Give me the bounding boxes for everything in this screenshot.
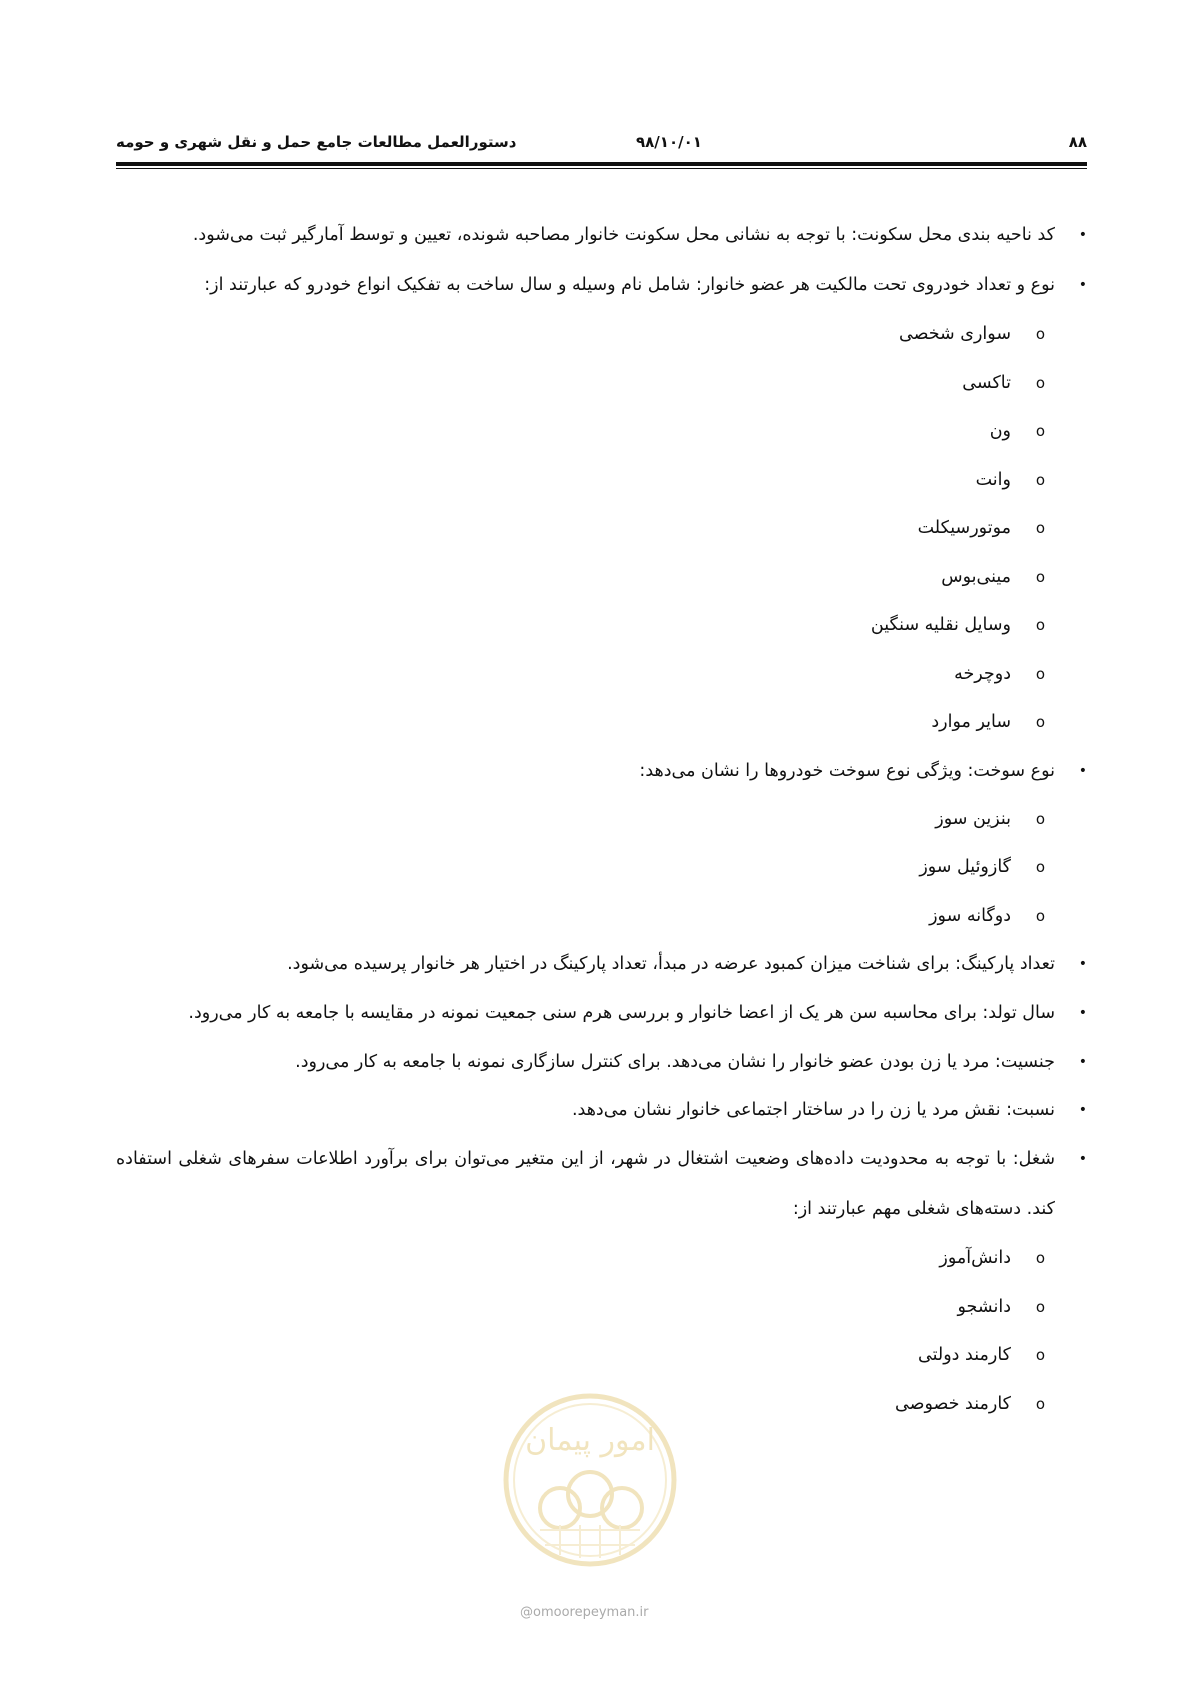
header-rule-thin (116, 168, 1087, 169)
circle-bullet-icon: o (1035, 1394, 1045, 1413)
bullet-icon: • (1078, 1102, 1087, 1118)
sub-item: o موتورسیکلت (116, 504, 1087, 553)
item-text: نوع و تعداد خودروی تحت مالکیت هر عضو خانوار: شامل نام وسیله و سال ساخت به تفکیک انواع خودرو که عبارتند از: (204, 275, 1055, 295)
sub-item: o وسایل نقلیه سنگین (116, 601, 1087, 650)
circle-bullet-icon: o (1035, 519, 1045, 537)
vehicle-type-list (116, 310, 1087, 747)
page-number: ۸۸ (1068, 133, 1087, 151)
circle-bullet-icon: o (1035, 325, 1045, 343)
list-item-zone-code (116, 210, 1087, 260)
item-text: شغل: با توجه به محدودیت داده‌های وضعیت اشتغال در شهر، از این متغیر می‌توان برای برآورد اطلاعات سفرهای شغلی استفاده کند. دسته‌های شغلی مهم عبارتند از: (116, 1149, 1055, 1219)
bullet-icon: • (1078, 277, 1087, 293)
sub-item: o بنزین سوز (116, 795, 1087, 844)
sub-item: o وانت (116, 456, 1087, 505)
list-item-vehicle-ownership (116, 260, 1087, 310)
circle-bullet-icon: o (1035, 616, 1045, 634)
bullet-icon: • (1078, 1054, 1087, 1070)
page-header (116, 128, 1087, 164)
bullet-icon: • (1078, 956, 1087, 972)
header-rule-thick (116, 162, 1087, 166)
sub-item: o ون (116, 407, 1087, 456)
list-item-occupation (116, 1134, 1087, 1234)
item-text: جنسیت: مرد یا زن بودن عضو خانوار را نشان می‌دهد. برای کنترل سازگاری نمونه با جامعه به کار می‌رود. (295, 1052, 1055, 1072)
svg-text:امور پیمان: امور پیمان (525, 1423, 655, 1458)
sub-item: o سایر موارد (116, 698, 1087, 747)
circle-bullet-icon: o (1035, 809, 1045, 828)
sub-item: o کارمند دولتی (116, 1331, 1087, 1380)
sub-item: o دانشجو (116, 1283, 1087, 1332)
item-text: کد ناحیه بندی محل سکونت: با توجه به نشانی محل سکونت خانوار مصاحبه شونده، تعیین و توسط آمارگیر ثبت می‌شود. (192, 225, 1055, 245)
item-text: نوع سوخت: ویژگی نوع سوخت خودروها را نشان می‌دهد: (639, 760, 1055, 781)
document-title: دستورالعمل مطالعات جامع حمل و نقل شهری و حومه (116, 133, 517, 151)
sub-item: o مینی‌بوس (116, 553, 1087, 602)
item-text: سال تولد: برای محاسبه سن هر یک از اعضا خانوار و بررسی هرم سنی جمعیت نمونه در مقایسه با جامعه به کار می‌رود. (188, 1003, 1055, 1023)
list-item-relation (116, 1086, 1087, 1134)
fuel-type-list (116, 795, 1087, 941)
item-text: نسبت: نقش مرد یا زن را در ساختار اجتماعی خانوار نشان می‌دهد. (571, 1100, 1055, 1120)
list-item-fuel-type (116, 747, 1087, 795)
bullet-icon: • (1078, 1151, 1087, 1167)
sub-item: o تاکسی (116, 359, 1087, 408)
circle-bullet-icon: o (1035, 1249, 1045, 1267)
circle-bullet-icon: o (1035, 713, 1045, 731)
header-date: ۹۸/۱۰/۰۱ (636, 133, 702, 151)
circle-bullet-icon: o (1035, 470, 1045, 489)
sub-item: o دوگانه سوز (116, 892, 1087, 941)
circle-bullet-icon: o (1035, 664, 1045, 683)
watermark-logo-icon (500, 1390, 680, 1570)
bullet-icon: • (1078, 227, 1087, 243)
circle-bullet-icon: o (1035, 858, 1045, 876)
circle-bullet-icon: o (1035, 373, 1045, 392)
list-item-parking (116, 940, 1087, 988)
sub-item: o گازوئیل سوز (116, 843, 1087, 892)
sub-item: o سواری شخصی (116, 310, 1087, 359)
circle-bullet-icon: o (1035, 1297, 1045, 1316)
circle-bullet-icon: o (1035, 567, 1045, 586)
list-item-gender (116, 1038, 1087, 1086)
bullet-icon: • (1078, 1005, 1087, 1021)
sub-item: o کارمند خصوصی (116, 1380, 1087, 1429)
list-item-birth-year (116, 988, 1087, 1038)
sub-item: o دوچرخه (116, 650, 1087, 699)
circle-bullet-icon: o (1035, 422, 1045, 440)
bullet-icon: • (1078, 762, 1087, 779)
item-text: تعداد پارکینگ: برای شناخت میزان کمبود عرضه در مبدأ، تعداد پارکینگ در اختیار هر خانوار پرسیده می‌شود. (287, 954, 1055, 974)
page-body (116, 210, 1087, 1428)
circle-bullet-icon: o (1035, 1346, 1045, 1364)
sub-item: o دانش‌آموز (116, 1234, 1087, 1283)
watermark-url: @omoorepeyman.ir (520, 1605, 649, 1620)
circle-bullet-icon: o (1035, 906, 1045, 925)
